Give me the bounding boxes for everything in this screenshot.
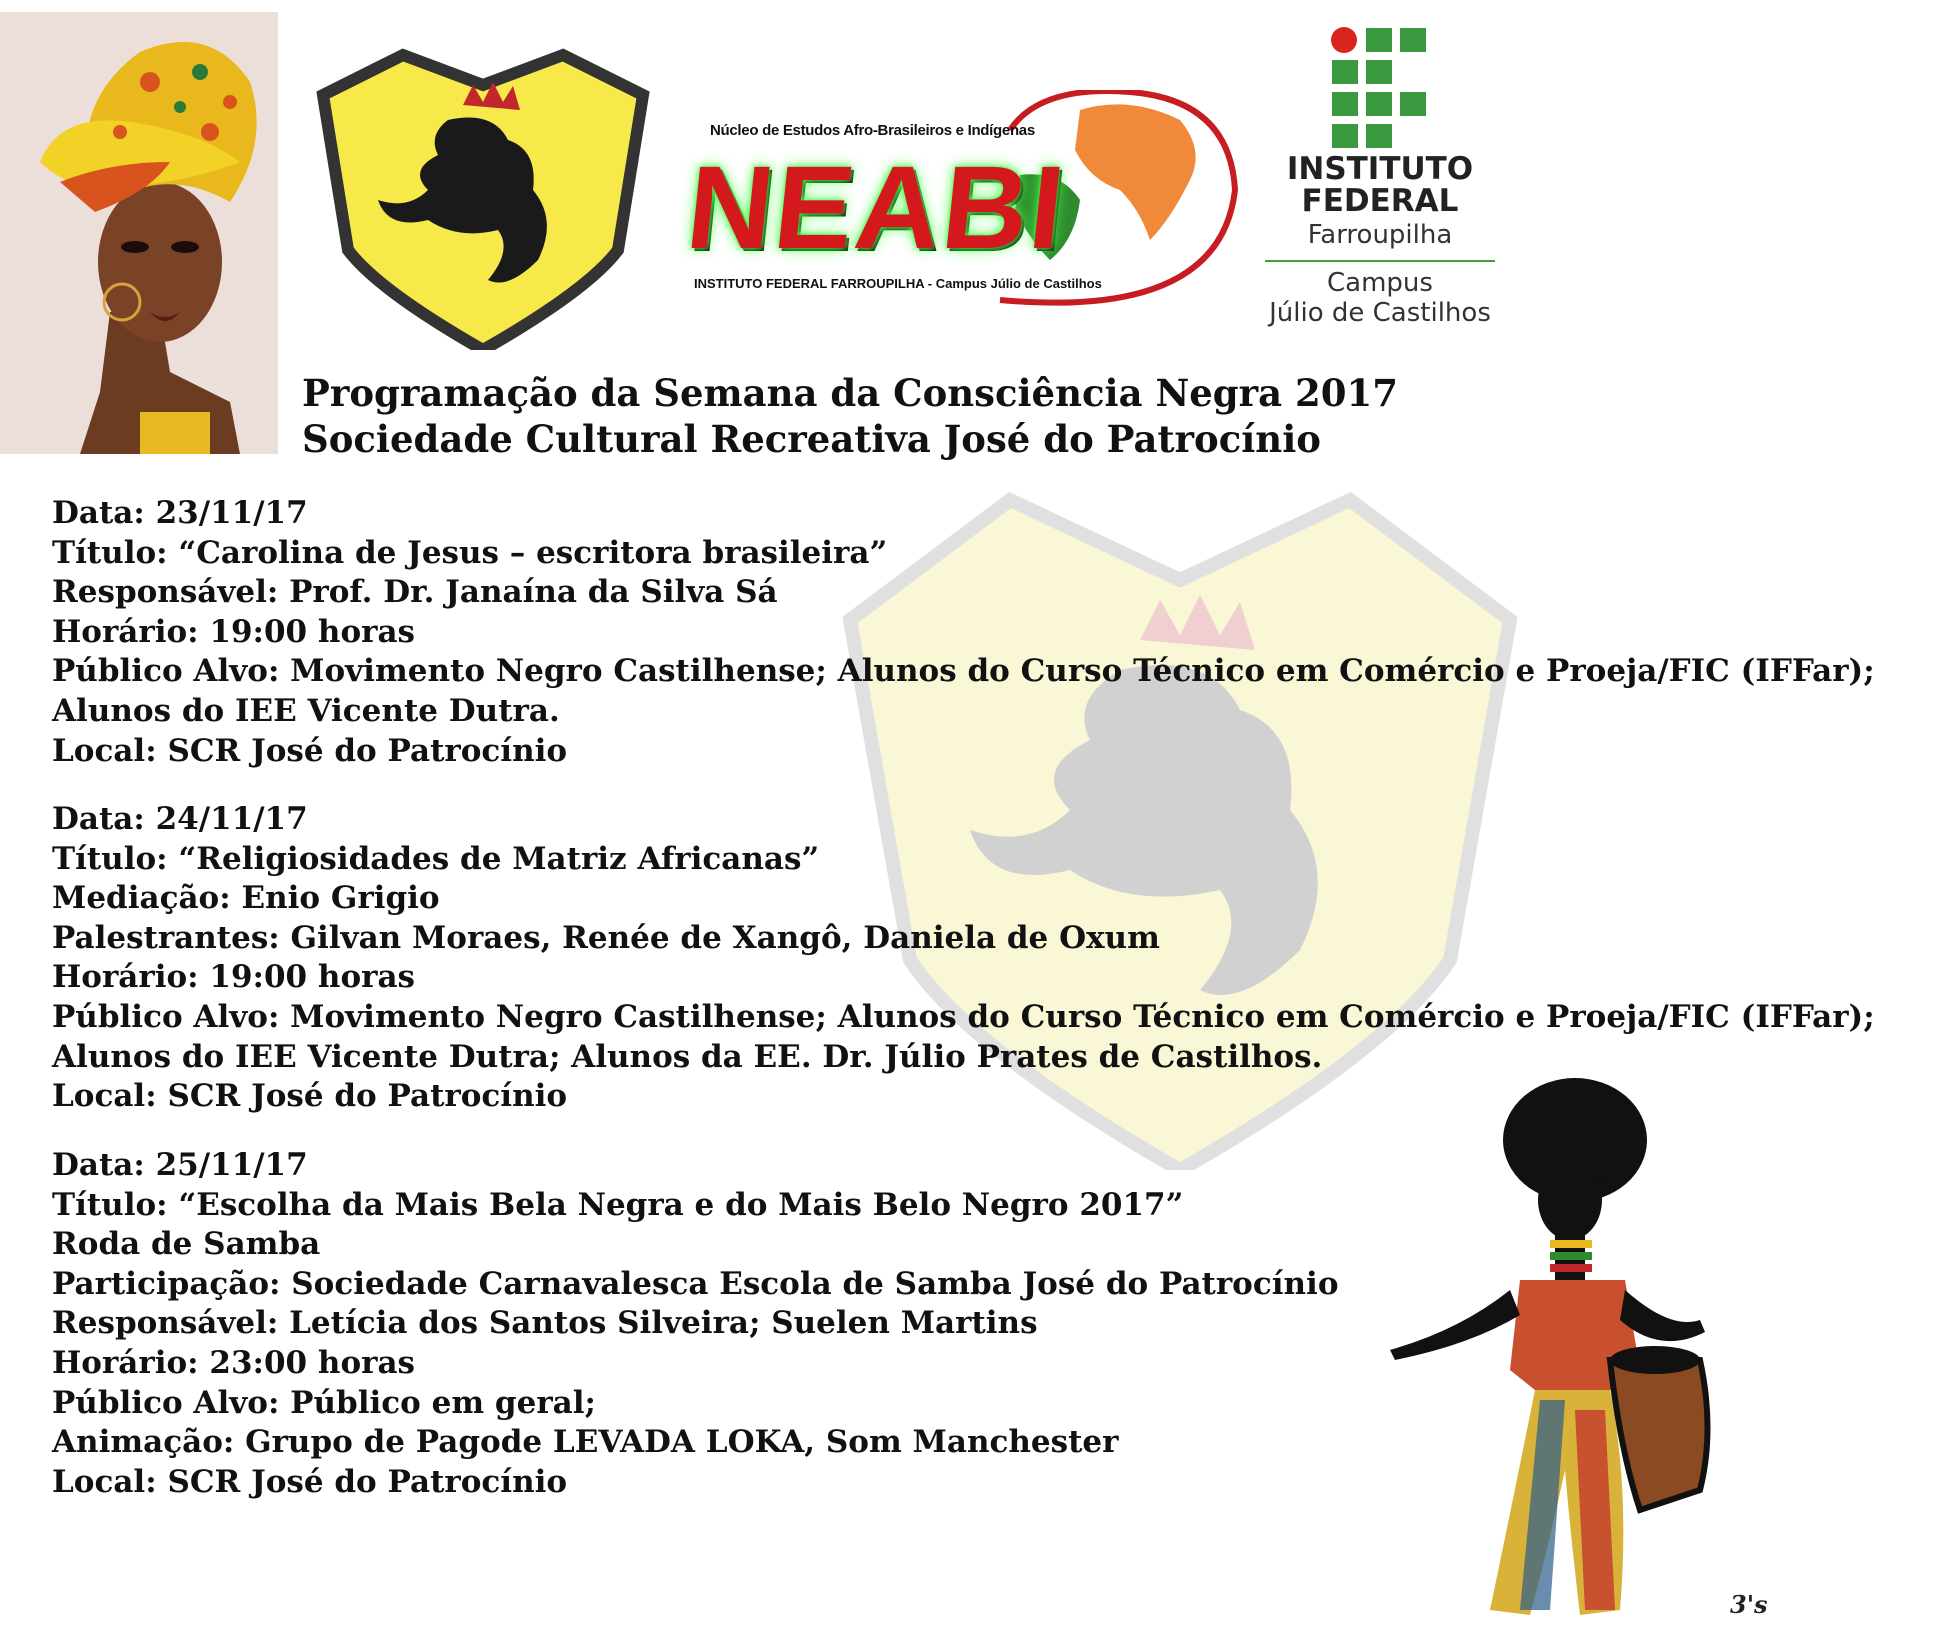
if-name-line3: Farroupilha <box>1307 220 1453 250</box>
event-date: Data: 24/11/17 <box>52 801 308 837</box>
event-audience: Público Alvo: Movimento Negro Castilhense; Alunos do Curso Técnico em Comércio e Proeja/FIC (IFFar); <box>52 998 1875 1035</box>
event-location: Local: SCR José do Patrocínio <box>52 732 568 769</box>
event-responsible: Responsável: Letícia dos Santos Silveira; Suelen Martins <box>52 1305 1038 1342</box>
if-name-line2: FEDERAL <box>1301 183 1459 219</box>
event-time: Horário: 23:00 horas <box>52 1344 416 1381</box>
event-audience: Público Alvo: Movimento Negro Castilhense; Alunos do Curso Técnico em Comércio e Proeja/FIC (IFFar); <box>52 653 1875 690</box>
event-location: Local: SCR José do Patrocínio <box>52 1078 568 1115</box>
event-audience: Público Alvo: Público em geral; <box>52 1384 596 1421</box>
event-block-1 <box>52 494 1912 771</box>
woman-headwrap-illustration <box>0 12 278 454</box>
event-subtitle: Roda de Samba <box>52 1226 321 1263</box>
neabi-subtitle-top: Núcleo de Estudos Afro-Brasileiros e Indígenas <box>710 122 1035 139</box>
event-title: Título: “Escolha da Mais Bela Negra e do Mais Belo Negro 2017” <box>52 1186 1184 1223</box>
event-speakers: Palestrantes: Gilvan Moraes, Renée de Xangô, Daniela de Oxum <box>52 919 1160 956</box>
event-title: Título: “Religiosidades de Matriz Africanas” <box>52 840 820 877</box>
if-divider <box>1265 260 1495 262</box>
event-audience-cont: Alunos do IEE Vicente Dutra; Alunos da EE. Dr. Júlio Prates de Castilhos. <box>52 1038 1323 1075</box>
event-time: Horário: 19:00 horas <box>52 613 416 650</box>
event-audience-cont: Alunos do IEE Vicente Dutra. <box>52 692 560 729</box>
event-mediation: Mediação: Enio Grigio <box>52 880 440 917</box>
if-campus-line1: Campus <box>1327 268 1433 298</box>
event-date: Data: 25/11/17 <box>52 1147 308 1183</box>
page-title-line2: Sociedade Cultural Recreativa José do Patrocínio <box>302 417 1321 461</box>
event-title: Título: “Carolina de Jesus – escritora brasileira” <box>52 534 888 571</box>
event-location: Local: SCR José do Patrocínio <box>52 1463 568 1500</box>
event-time: Horário: 19:00 horas <box>52 959 416 996</box>
event-date: Data: 23/11/17 <box>52 495 308 531</box>
instituto-federal-logo <box>1265 20 1495 340</box>
club-shield-logo <box>308 30 658 350</box>
if-name-line1: INSTITUTO <box>1286 151 1474 187</box>
if-campus-line2: Júlio de Castilhos <box>1269 298 1491 328</box>
event-participation: Participação: Sociedade Carnavalesca Escola de Samba José do Patrocínio <box>52 1265 1339 1302</box>
dancer-drum-illustration <box>1370 1070 1770 1630</box>
neabi-logo <box>680 90 1240 310</box>
neabi-wordmark: NEABI <box>681 142 1073 274</box>
event-responsible: Responsável: Prof. Dr. Janaína da Silva Sá <box>52 574 778 611</box>
neabi-subtitle-bottom: INSTITUTO FEDERAL FARROUPILHA - Campus Júlio de Castilhos <box>694 276 1102 291</box>
event-entertainment: Animação: Grupo de Pagode LEVADA LOKA, Som Manchester <box>52 1424 1119 1461</box>
artist-signature: 3's <box>1730 1590 1768 1619</box>
page-title-line1: Programação da Semana da Consciência Negra 2017 <box>302 371 1398 415</box>
instituto-federal-grid-icon <box>1330 26 1430 150</box>
